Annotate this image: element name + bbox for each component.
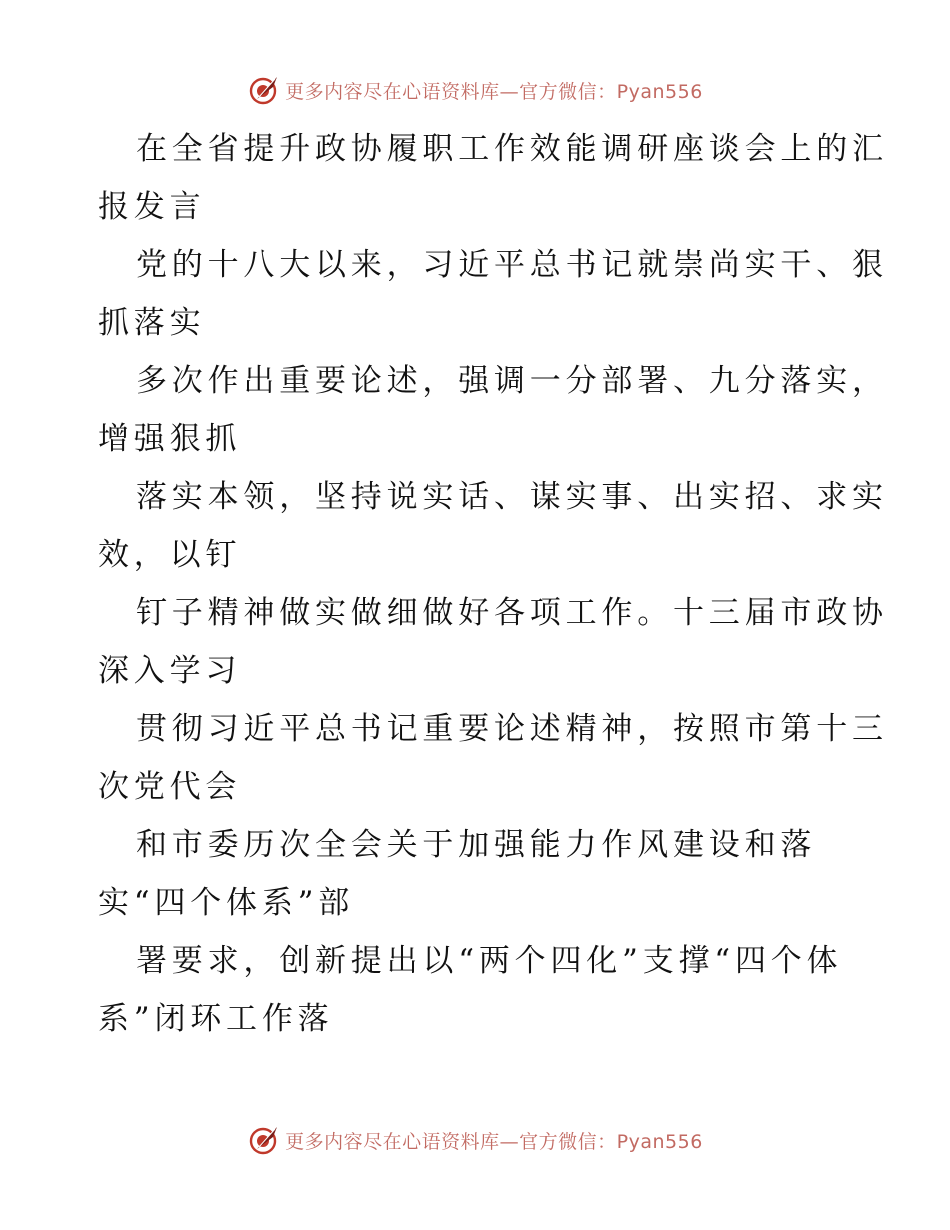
- footer-watermark: [0, 1120, 950, 1160]
- text-line: 增强狠抓: [98, 421, 242, 457]
- text-line: 和市委历次全会关于加强能力作风建设和落: [136, 827, 817, 863]
- text-line: 多次作出重要论述，强调一分部署、九分落实，: [136, 363, 888, 399]
- watermark-text: 更多内容尽在心语资料库—官方微信：Pyan556: [285, 80, 703, 103]
- document-body: [98, 120, 888, 1048]
- watermark-wechat-id: Pyan556: [616, 1130, 703, 1153]
- text-line: 报发言: [98, 189, 206, 225]
- text-line: 系”闭环工作落: [98, 1001, 334, 1037]
- text-line: 次党代会: [98, 769, 242, 805]
- text-line: 效，以钉: [98, 537, 242, 573]
- watermark-text: 更多内容尽在心语资料库—官方微信：Pyan556: [285, 1130, 703, 1153]
- text-line: 实“四个体系”部: [98, 885, 355, 921]
- text-line: 落实本领，坚持说实话、谋实事、出实招、求实: [136, 479, 888, 515]
- quill-seal-icon: [247, 73, 281, 107]
- quill-seal-icon: [247, 1123, 281, 1157]
- text-line: 署要求，创新提出以“两个四化”支撑“四个体: [136, 943, 843, 979]
- text-line: 在全省提升政协履职工作效能调研座谈会上的汇: [136, 131, 888, 167]
- text-line: 抓落实: [98, 305, 206, 341]
- text-line: 深入学习: [98, 653, 242, 689]
- text-line: 贯彻习近平总书记重要论述精神，按照市第十三: [136, 711, 888, 747]
- text-line: 钉子精神做实做细做好各项工作。十三届市政协: [136, 595, 888, 631]
- watermark-wechat-id: Pyan556: [616, 80, 703, 103]
- text-line: 党的十八大以来，习近平总书记就崇尚实干、狠: [136, 247, 888, 283]
- header-watermark: [0, 70, 950, 110]
